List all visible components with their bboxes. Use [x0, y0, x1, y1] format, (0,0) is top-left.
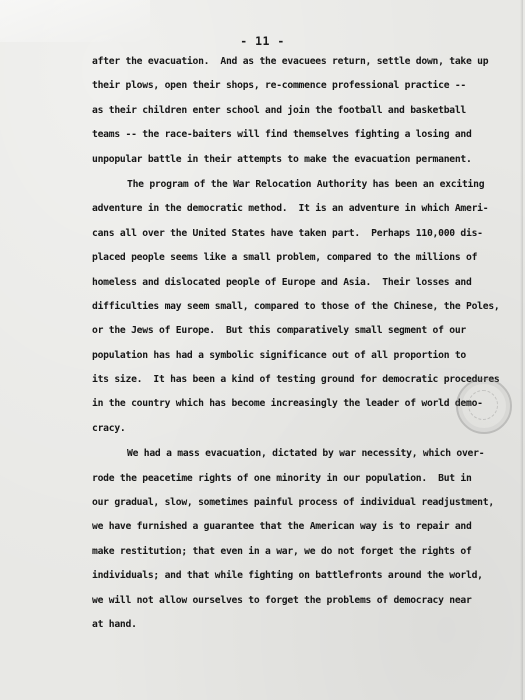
text-line: The program of the War Relocation Authority has been an exciting [127, 178, 485, 190]
paragraph-1 [92, 50, 487, 172]
text-line: placed people seems like a small problem, compared to the millions of [92, 252, 478, 264]
paragraph-2 [92, 173, 500, 441]
page-edge-shadow [520, 0, 523, 700]
text-line: We had a mass evacuation, dictated by war necessity, which over- [127, 448, 485, 460]
text-line: rode the peacetime rights of one minority in our population. But in [92, 472, 472, 484]
document-body [92, 50, 500, 637]
text-line: at hand. [92, 618, 137, 630]
text-line: difficulties may seem small, compared to those of the Chinese, the Poles, [92, 300, 500, 312]
text-line: population has had a symbolic significance out of all proportion to [92, 349, 467, 361]
text-line: or the Jews of Europe. But this comparatively small segment of our [92, 325, 467, 337]
text-line: we will not allow ourselves to forget the problems of democracy near [92, 594, 472, 606]
text-line: its size. It has been a kind of testing ground for democratic procedures [92, 374, 500, 386]
text-line: in the country which has become increasingly the leader of world demo- [92, 398, 483, 410]
text-line: their plows, open their shops, re-commence professional practice -- [92, 80, 467, 92]
text-line: cracy. [92, 422, 126, 434]
text-line: our gradual, slow, sometimes painful process of individual readjustment, [92, 497, 494, 509]
text-line: individuals; and that while fighting on battlefronts around the world, [92, 570, 483, 582]
text-line: unpopular battle in their attempts to make the evacuation permanent. [92, 153, 472, 165]
page-number: - 11 - [240, 34, 285, 48]
paragraph-3 [92, 442, 494, 637]
text-line: as their children enter school and join the football and basketball [92, 104, 467, 116]
faded-stamp-mark [456, 378, 512, 434]
text-line: after the evacuation. And as the evacuees return, settle down, take up [92, 56, 489, 67]
text-line: cans all over the United States have taken part. Perhaps 110,000 dis- [92, 227, 483, 239]
text-line: teams -- the race-baiters will find themselves fighting a losing and [92, 129, 472, 141]
text-line: homeless and dislocated people of Europe and Asia. Their losses and [92, 276, 472, 288]
text-line: adventure in the democratic method. It is an adventure in which Ameri- [92, 203, 489, 215]
text-line: we have furnished a guarantee that the American way is to repair and [92, 521, 472, 533]
text-line: make restitution; that even in a war, we do not forget the rights of [92, 545, 472, 557]
